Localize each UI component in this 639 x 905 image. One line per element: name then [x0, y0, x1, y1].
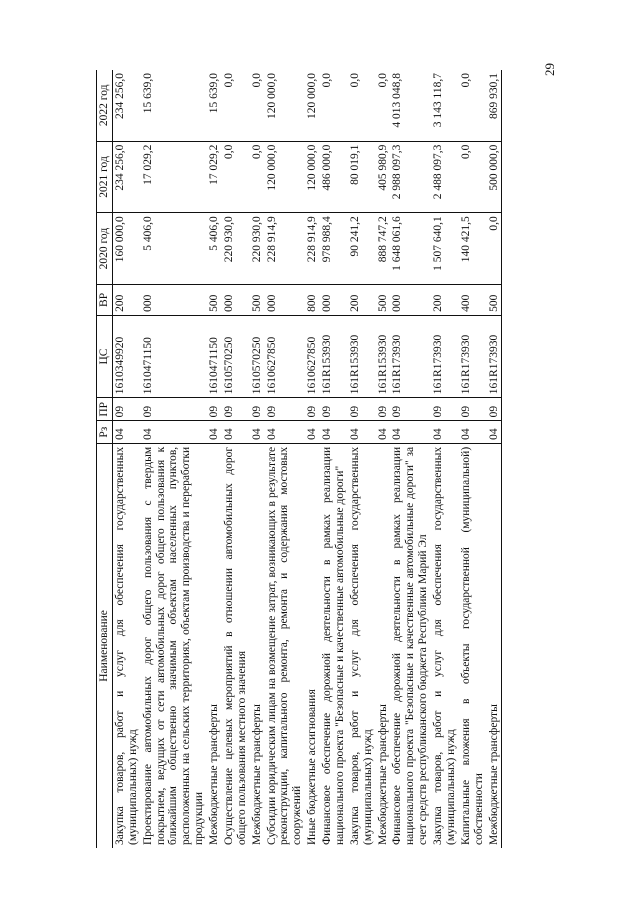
rotated-budget-table-container [96, 70, 526, 848]
cell-pr: 09 [431, 398, 459, 421]
cell-y2020: 228 914,9 [265, 213, 306, 285]
cell-name: Финансовое обеспечение дорожной деятельности в рамках реализации национального проекта "Безопасные и качественные автомобильные дороги" за счет средств республиканского бюджета Республики Марий Эл [391, 446, 430, 845]
header-cs: ЦС [97, 315, 113, 397]
cell-pr: 09 [376, 398, 391, 421]
cell-vr: 000 [320, 284, 348, 315]
table-row [207, 70, 222, 848]
cell-pr: 09 [320, 398, 348, 421]
cell-cs: 1610627850 [265, 315, 306, 397]
cell-cs: 161R153930 [376, 315, 391, 397]
cell-vr: 500 [250, 284, 265, 315]
cell-name: Межбюджетные трансферты [208, 704, 220, 845]
cell-y2020: 140 421,5 [459, 213, 487, 285]
cell-y2021: 2 988 097,3 [390, 141, 431, 213]
cell-pr: 09 [265, 398, 306, 421]
cell-y2020: 228 914,9 [305, 213, 320, 285]
table-row [459, 70, 487, 848]
cell-y2021: 234 256,0 [112, 141, 140, 213]
cell-cs: 1610471150 [141, 315, 207, 397]
cell-vr: 200 [348, 284, 376, 315]
cell-name: Межбюджетные трансферты [487, 443, 502, 848]
cell-name: Капитальные вложения в объекты государственной (муниципальной) собственности [459, 446, 485, 845]
cell-pr: 09 [390, 398, 431, 421]
cell-vr: 200 [431, 284, 459, 315]
cell-rz: 04 [376, 421, 391, 443]
cell-pr: 09 [112, 398, 140, 421]
cell-name: Проектирование автомобильных дорог общего пользования с твердым покрытием, ведущих от сети автомобильных дорог общего пользования к ближайшим общественно значимым объектам населенных пунктов, расположенных на сельских территориях, объектам производства и переработки продукции [141, 446, 206, 845]
page-number: 29 [542, 63, 557, 76]
table-row [431, 70, 459, 848]
cell-pr: 09 [305, 398, 320, 421]
table-row [305, 70, 320, 848]
table-row [320, 70, 348, 848]
cell-name: Межбюджетные трансферты [250, 704, 263, 845]
cell-vr: 000 [222, 284, 250, 315]
cell-y2021: 500 000,0 [487, 141, 502, 213]
cell-y2022: 0,0 [320, 70, 348, 141]
cell-y2022: 3 143 118,7 [431, 70, 459, 141]
table-row [376, 70, 391, 848]
cell-y2020: 220 930,0 [222, 213, 250, 285]
cell-pr: 09 [222, 398, 250, 421]
cell-name: Закупка товаров, работ и услуг для обеспечения государственных (муниципальных) нужд [113, 446, 139, 845]
cell-y2022: 0,0 [348, 70, 376, 141]
cell-pr: 09 [250, 398, 265, 421]
cell-name: Закупка товаров, работ и услуг для обеспечения государственных (муниципальных) нужд [348, 446, 374, 845]
cell-rz: 04 [265, 421, 306, 443]
cell-y2020: 90 241,2 [348, 213, 376, 285]
header-vr: ВР [97, 284, 113, 315]
cell-y2021: 17 029,2 [141, 141, 207, 213]
cell-y2020: 0,0 [487, 213, 502, 285]
cell-y2022: 0,0 [222, 70, 250, 141]
cell-rz: 04 [487, 421, 502, 443]
cell-pr: 09 [459, 398, 487, 421]
cell-cs: 161R173930 [431, 315, 459, 397]
cell-cs: 161R173930 [487, 315, 502, 397]
cell-y2021: 486 000,0 [320, 141, 348, 213]
cell-rz: 04 [320, 421, 348, 443]
header-pr: ПР [97, 398, 113, 421]
cell-y2022: 4 013 048,8 [390, 70, 431, 141]
cell-y2021: 2 488 097,3 [431, 141, 459, 213]
table-row [265, 70, 306, 848]
table-row [487, 70, 502, 848]
cell-rz: 04 [141, 421, 207, 443]
table-row [112, 70, 140, 848]
cell-y2020: 1 507 640,1 [431, 213, 459, 285]
cell-y2020: 5 406,0 [207, 213, 222, 285]
cell-y2022: 0,0 [459, 70, 487, 141]
cell-cs: 161R153930 [348, 315, 376, 397]
table-row [222, 70, 250, 848]
header-2020: 2020 год [97, 213, 113, 285]
cell-y2022: 234 256,0 [112, 70, 140, 141]
cell-y2020: 1 648 061,6 [390, 213, 431, 285]
budget-table [96, 70, 502, 848]
cell-vr: 200 [112, 284, 140, 315]
cell-vr: 500 [207, 284, 222, 315]
cell-cs: 1610349920 [112, 315, 140, 397]
cell-y2020: 978 988,4 [320, 213, 348, 285]
cell-rz: 04 [250, 421, 265, 443]
cell-cs: 1610570250 [222, 315, 250, 397]
cell-vr: 800 [305, 284, 320, 315]
table-row [141, 70, 207, 848]
cell-y2021: 0,0 [459, 141, 487, 213]
cell-y2021: 80 019,1 [348, 141, 376, 213]
cell-rz: 04 [112, 421, 140, 443]
cell-vr: 000 [265, 284, 306, 315]
header-rz: Рз [97, 421, 113, 443]
cell-cs: 1610570250 [250, 315, 265, 397]
cell-y2022: 120 000,0 [305, 70, 320, 141]
cell-cs: 161R173930 [459, 315, 487, 397]
cell-rz: 04 [305, 421, 320, 443]
cell-vr: 500 [376, 284, 391, 315]
cell-y2022: 869 930,1 [487, 70, 502, 141]
table-row [250, 70, 265, 848]
cell-y2022: 15 639,0 [141, 70, 207, 141]
cell-rz: 04 [207, 421, 222, 443]
table-row [390, 70, 431, 848]
header-2021: 2021 год [97, 141, 113, 213]
cell-y2022: 0,0 [376, 70, 391, 141]
header-2022: 2022 год [97, 70, 113, 141]
cell-y2020: 888 747,2 [376, 213, 391, 285]
cell-y2022: 15 639,0 [207, 70, 222, 141]
cell-pr: 09 [487, 398, 502, 421]
cell-y2020: 220 930,0 [250, 213, 265, 285]
cell-name: Межбюджетные трансферты [376, 704, 389, 845]
cell-name: Субсидии юридическим лицам на возмещение затрат, возникающих в результате реконструкции, капитального ремонта, ремонта и содержания мостовых сооружений [265, 446, 304, 845]
cell-cs: 1610627850 [305, 315, 320, 397]
cell-vr: 000 [141, 284, 207, 315]
cell-cs: 161R173930 [390, 315, 431, 397]
cell-rz: 04 [390, 421, 431, 443]
cell-name: Осуществление целевых мероприятий в отношении автомобильных дорог общего пользования местного значения [222, 446, 248, 845]
cell-cs: 161R153930 [320, 315, 348, 397]
table-header-row [97, 70, 113, 848]
cell-pr: 09 [141, 398, 207, 421]
cell-y2021: 120 000,0 [265, 141, 306, 213]
cell-cs: 1610471150 [207, 315, 222, 397]
cell-y2022: 120 000,0 [265, 70, 306, 141]
cell-y2020: 5 406,0 [141, 213, 207, 285]
cell-vr: 000 [390, 284, 431, 315]
cell-vr: 400 [459, 284, 487, 315]
cell-name: Финансовое обеспечение дорожной деятельности в рамках реализации национального проекта "Безопасные и качественные автомобильные дороги" [321, 446, 346, 845]
table-body [112, 70, 502, 848]
cell-rz: 04 [459, 421, 487, 443]
cell-y2021: 17 029,2 [207, 141, 222, 213]
table-row [348, 70, 376, 848]
cell-y2020: 160 000,0 [112, 213, 140, 285]
cell-y2021: 0,0 [250, 141, 265, 213]
cell-name: Закупка товаров, работ и услуг для обеспечения государственных (муниципальных) нужд [432, 446, 457, 845]
cell-name: Иные бюджетные ассигнования [306, 689, 319, 845]
cell-rz: 04 [431, 421, 459, 443]
cell-y2022: 0,0 [250, 70, 265, 141]
cell-y2021: 120 000,0 [305, 141, 320, 213]
cell-y2021: 0,0 [222, 141, 250, 213]
cell-pr: 09 [348, 398, 376, 421]
header-name: Наименование [97, 443, 113, 848]
cell-y2021: 405 980,9 [376, 141, 391, 213]
cell-pr: 09 [207, 398, 222, 421]
cell-rz: 04 [348, 421, 376, 443]
cell-rz: 04 [222, 421, 250, 443]
cell-vr: 500 [487, 284, 502, 315]
